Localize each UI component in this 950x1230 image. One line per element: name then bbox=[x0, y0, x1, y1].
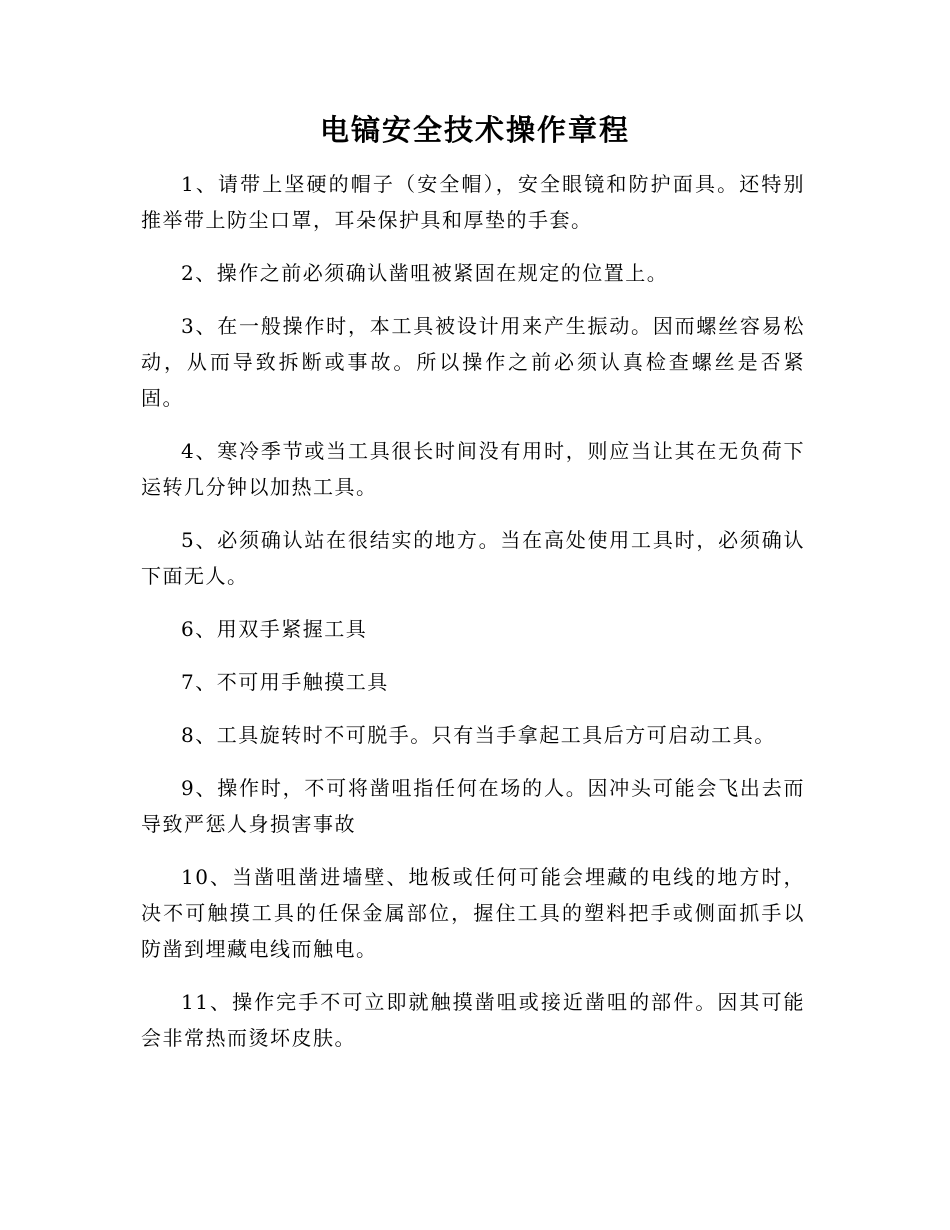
paragraph-2: 2、操作之前必须确认凿咀被紧固在规定的位置上。 bbox=[181, 261, 669, 285]
paragraph-9: 9、操作时，不可将凿咀指任何在场的人。因冲头可能会飞出去而导致严惩人身损害事故 bbox=[141, 776, 805, 836]
paragraph-10: 10、当凿咀凿进墙壁、地板或任何可能会埋藏的电线的地方时，决不可触摸工具的任保金属部位，握住工具的塑料把手或侧面抓手以防凿到埋藏电线而触电。 bbox=[141, 865, 805, 961]
paragraph-8: 8、工具旋转时不可脱手。只有当手拿起工具后方可启动工具。 bbox=[181, 723, 776, 747]
document-body bbox=[141, 166, 805, 1073]
paragraph-6: 6、用双手紧握工具 bbox=[181, 617, 368, 641]
paragraph-11: 11、操作完手不可立即就触摸凿咀或接近凿咀的部件。因其可能会非常热而烫坏皮肤。 bbox=[141, 990, 805, 1050]
paragraph-1: 1、请带上坚硬的帽子（安全帽），安全眼镜和防护面具。还特别推举带上防尘口罩，耳朵保护具和厚垫的手套。 bbox=[141, 172, 805, 232]
paragraph-5: 5、必须确认站在很结实的地方。当在高处使用工具时，必须确认下面无人。 bbox=[141, 528, 805, 588]
paragraph-3: 3、在一般操作时，本工具被设计用来产生振动。因而螺丝容易松动，从而导致拆断或事故。所以操作之前必须认真检查螺丝是否紧固。 bbox=[141, 314, 805, 410]
document-title: 电镐安全技术操作章程 bbox=[319, 113, 630, 147]
paragraph-7: 7、不可用手触摸工具 bbox=[181, 670, 389, 694]
paragraph-4: 4、寒冷季节或当工具很长时间没有用时，则应当让其在无负荷下运转几分钟以加热工具。 bbox=[141, 439, 805, 499]
